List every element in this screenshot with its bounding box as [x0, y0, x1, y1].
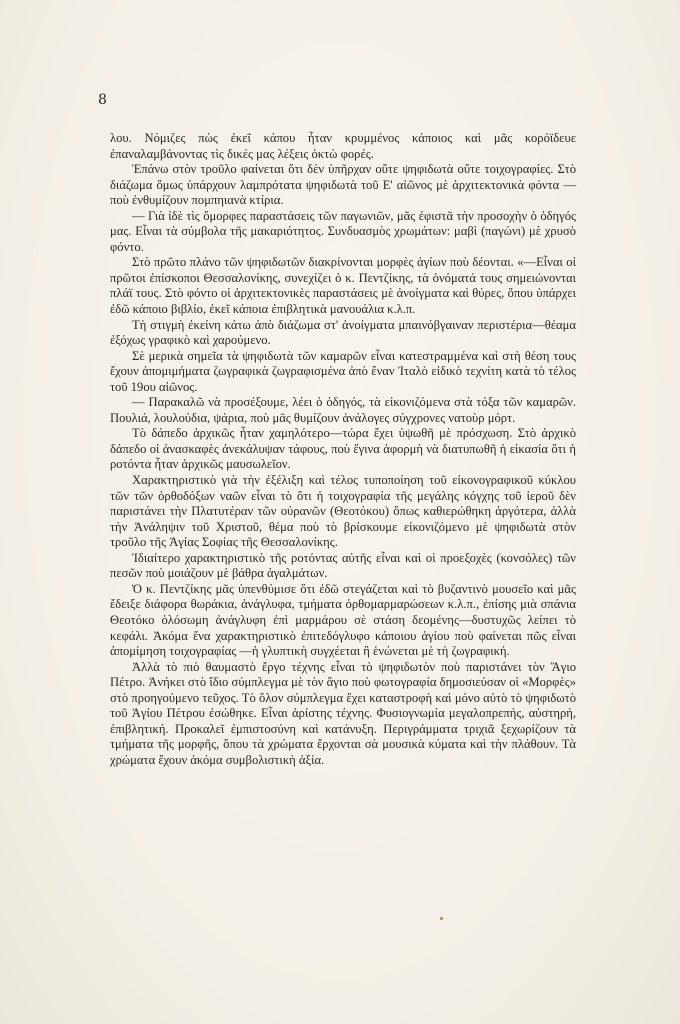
body-text [110, 131, 576, 768]
paragraph: Στὸ πρῶτο πλάνο τῶν ψηφιδωτῶν διακρίνονται μορφὲς ἁγίων ποὺ δέονται. «—Εἶναι οἱ πρῶτοι ἐπίσκοποι Θεσσαλονίκης, συνεχίζει ὁ κ. Πεντζίκης, τὰ ὀνόματά τους σημειώνονται πλάϊ τους. Στὸ φόντο οἱ ἀρχιτεκτονικὲς παραστάσεις μὲ ἀνοίγματα καὶ θύρες, ὅπου ὑπάρχει ἐδῶ κάποιο βιβλίο, ἐκεῖ κάποια ἐπιβλητικὰ μανουάλια κ.λ.π. [110, 255, 576, 317]
paper-speck [440, 917, 443, 920]
paragraph: Χαρακτηριστικὸ γιὰ τὴν ἐξέλιξη καὶ τέλος τυποποίηση τοῦ εἰκονογραφικοῦ κύκλου τῶν τῶν ὀρθοδόξων ναῶν εἶναι τὸ ὅτι ἡ τοιχογραφία τῆς μεγάλης κόγχης τοῦ ἱεροῦ δὲν παριστάνει τὴν Πλατυτέραν τῶν οὐρανῶν (Θεοτόκου) ὅπως καθιερώθηκη ἀργότερα, ἀλλὰ τὴν Ἀνάληψιν τοῦ Χριστοῦ, θέμα ποὺ τὸ βρίσκουμε εἰκονιζόμενο μὲ ψηφιδωτὰ στὸν τροῦλο τῆς Ἁγίας Σοφίας τῆς Θεσσαλονίκης. [110, 473, 576, 550]
paragraph: Τὴ στιγμὴ ἐκείνη κάτω ἀπὸ διάζωμα στ' ἀνοίγματα μπαινόβγαιναν περιστέρια—θέαμα ἐξόχως γραφικὸ καὶ χαρούμενο. [110, 317, 576, 348]
paragraph: Ὁ κ. Πεντζίκης μᾶς ὑπενθύμισε ὅτι ἐδῶ στεγάζεται καὶ τὸ βυζαντινὸ μουσεῖο καὶ μᾶς ἔδειξε διάφορα θωράκια, ἀνάγλυφα, τμήματα ὀρθομαρμαρώσεων κ.λ.π., ἐπίσης μιὰ σπάνια Θεοτόκο ὁλόσωμη ἀνάγλυφη ἐπὶ μαρμάρου σὲ στάση δεομένης—δυστυχῶς λείπει τὸ κεφάλι. Ἀκόμα ἕνα χαρακτηριστικὸ ἐπιτεδόγλυφο κάποιου ἁγίου ποὺ φαίνεται πῶς εἶναι ἀπομίμηση τοιχογραφίας —ἡ γλυπτικὴ συγχέεται ἢ ἑνώνεται μὲ τὴ ζωγραφική. [110, 581, 576, 659]
paragraph: Τὸ δάπεδο ἀρχικῶς ἦταν χαμηλότερο—τώρα ἔχει ὑψωθῆ μὲ πρόσχωση. Στὸ ἀρχικὸ δάπεδο οἱ ἀνασκαφὲς ἀνεκάλυψαν τάφους, ποὺ ἔγινα ἀφορμὴ νὰ διατυπωθῆ ἡ εἰκασία ὅτι ἡ ροτόντα ἦταν ἀρχικῶς μαυσωλεῖον. [110, 426, 576, 472]
paragraph: — Γιὰ ἰδὲ τὶς ὄμορφες παραστάσεις τῶν παγωνιῶν, μᾶς ἐφιστᾶ τὴν προσοχὴν ὁ ὁδηγός μας. Εἶναι τὰ σύμβολα τῆς μακαριότητος. Συνδυασμὸς χρωμάτων: μαβὶ (παγώνι) μὲ χρυσὸ φόντο. [110, 208, 576, 254]
paragraph: Ἰδιαίτερο χαρακτηριστικὸ τῆς ροτόντας αὐτῆς εἶναι καὶ οἱ προεξοχὲς (κονσόλες) τῶν πεσῶν ποὺ μοιάζουν μὲ βάθρα ἀγαλμάτων. [110, 550, 576, 581]
paragraph: λου. Νόμιζες πὼς ἐκεῖ κάπου ἦταν κρυμμένος κάποιος καὶ μᾶς κορόϊδευε ἐπαναλαμβάνοντας τὶς δικές μας λέξεις ὀκτὼ φορές. [110, 131, 576, 161]
paragraph: Ἀλλὰ τὸ πιὸ θαυμαστὸ ἔργο τέχνης εἶναι τὸ ψηφιδωτὸν ποὺ παριστάνει τὸν Ἅγιο Πέτρο. Ἀνήκει στὸ ἴδιο σύμπλεγμα μὲ τὸν ἅγιο ποὺ φωτογραφία δημοσιεύσαν οἱ «Μορφὲς» στὸ προηγούμενο τεῦχος. Τὸ ὅλον σύμπλεγμα ἔχει καταστροφὴ καὶ μόνο αὐτὸ τὸ ψηφιδωτὸ τοῦ Ἁγίου Πέτρου ἐσώθηκε. Εἶναι ἀρίστης τέχνης. Φυσιογνωμία μεγαλοπρεπής, αὐστηρή, ἐπιβλητική. Προκαλεῖ ἐμπιστοσύνη καὶ κατάνυξη. Περιγράμματα τριχιᾶ ξεχωρίζουν τὰ τμήματα τῆς μορφῆς, ὅπου τὰ χρώματα ἔρχονται σὰ μουσικὰ κύματα καὶ τὴν πλάθουν. Τὰ χρώματα ἔχουν ἀκόμα συμβολιστικὴ ἀξία. [110, 659, 576, 767]
paragraph: — Παρακαλῶ νὰ προσέξουμε, λέει ὁ ὁδηγός, τὰ εἰκονιζόμενα στὰ τόξα τῶν καμαρῶν. Πουλιά, λουλούδια, ψάρια, ποὺ μᾶς θυμίζουν ἀνάλογες σύγχρονες νατοὺρ μόρτ. [110, 395, 576, 425]
paragraph: Σὲ μερικὰ σημεῖα τὰ ψηφιδωτὰ τῶν καμαρῶν εἶναι κατεστραμμένα καὶ στὴ θέση τους ἔχουν ἀπομιμήματα ζωγραφικὰ ζωγραφισμένα ἀπὸ ἕναν Ἰταλὸ εἰδικὸ τεχνίτη κατὰ τὸ τέλος τοῦ 19ου αἰῶνος. [110, 348, 576, 394]
paragraph: Ἐπάνω στὸν τροῦλο φαίνεται ὅτι δὲν ὑπῆρχαν οὔτε ψηφιδωτὰ οὔτε τοιχογραφίες. Στὸ διάζωμα ὅμως ὑπάρχουν λαμπρότατα ψηφιδωτὰ τοῦ Ε' αἰῶνος μὲ ἀρχιτεκτονικὰ φόντα — ποὺ ἐνθυμίζουν πομπηιανὰ κτίρια. [110, 162, 576, 208]
page-number: 8 [98, 92, 108, 108]
